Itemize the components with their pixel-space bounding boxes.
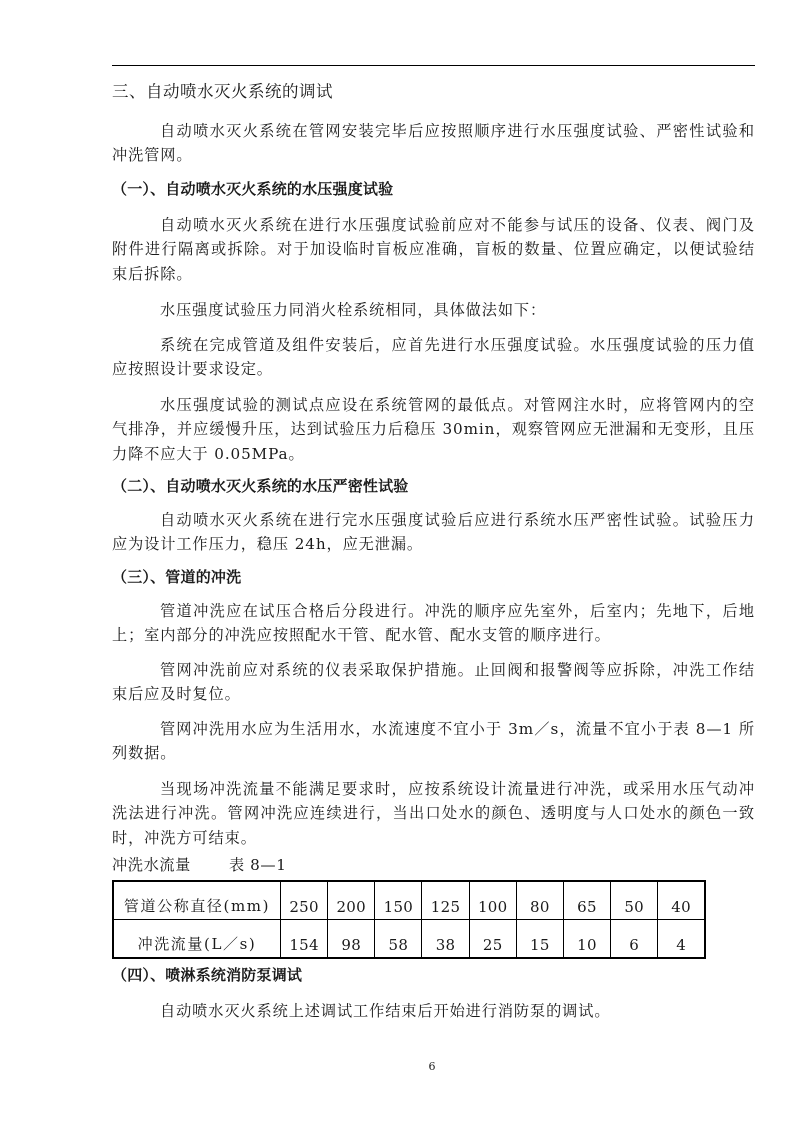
table-cell: 40 bbox=[658, 881, 705, 920]
table-cell: 250 bbox=[281, 881, 328, 920]
table-caption-name: 冲洗水流量 bbox=[112, 856, 191, 874]
paragraph: 管网冲洗用水应为生活用水，水流速度不宜小于 3m／s，流量不宜小于表 8—1 所列数据。 bbox=[112, 720, 755, 763]
paragraph: 系统在完成管道及组件安装后，应首先进行水压强度试验。水压强度试验的压力值应按照设计要求设定。 bbox=[112, 336, 755, 379]
row-label: 冲洗流量(L／s) bbox=[113, 920, 281, 959]
paragraph: 管道冲洗应在试压合格后分段进行。冲洗的顺序应先室外，后室内；先地下，后地上；室内部分的冲洗应按照配水干管、配水管、配水支管的顺序进行。 bbox=[112, 602, 755, 645]
heading-hydrostatic-strength-test: （一）、自动喷水灭火系统的水压强度试验 bbox=[112, 180, 394, 198]
row-label: 管道公称直径(mm) bbox=[113, 881, 281, 920]
table-cell: 6 bbox=[611, 920, 658, 959]
table-cell: 98 bbox=[328, 920, 375, 959]
table-row-flush-flow bbox=[113, 920, 705, 959]
heading-hydrostatic-tightness-test: （二）、自动喷水灭火系统的水压严密性试验 bbox=[112, 477, 409, 495]
table-cell: 58 bbox=[375, 920, 422, 959]
table-cell: 4 bbox=[658, 920, 705, 959]
table-caption bbox=[112, 854, 755, 876]
section-title: 三、自动喷水灭火系统的调试 bbox=[112, 82, 333, 101]
page-number: 6 bbox=[428, 1060, 436, 1073]
table-cell: 154 bbox=[281, 920, 328, 959]
table-cell: 10 bbox=[563, 920, 610, 959]
table-cell: 125 bbox=[422, 881, 469, 920]
table-cell: 25 bbox=[469, 920, 516, 959]
header-rule bbox=[112, 65, 755, 66]
heading-pipe-flushing: （三）、管道的冲洗 bbox=[112, 568, 242, 586]
paragraph: 水压强度试验压力同消火栓系统相同，具体做法如下： bbox=[160, 301, 547, 319]
table-cell: 15 bbox=[516, 920, 563, 959]
paragraph: 自动喷水灭火系统上述调试工作结束后开始进行消防泵的调试。 bbox=[160, 1002, 611, 1020]
paragraph: 水压强度试验的测试点应设在系统管网的最低点。对管网注水时，应将管网内的空气排净，并应缓慢升压，达到试验压力后稳压 30min，观察管网应无泄漏和无变形，且压力降不应大于 0.05MPa。 bbox=[112, 396, 755, 463]
flushing-flow-table bbox=[112, 880, 706, 959]
intro-paragraph: 自动喷水灭火系统在管网安装完毕后应按照顺序进行水压强度试验、严密性试验和冲洗管网。 bbox=[112, 122, 755, 165]
table-cell: 38 bbox=[422, 920, 469, 959]
heading-fire-pump-commissioning: （四）、喷淋系统消防泵调试 bbox=[112, 966, 303, 984]
table-cell: 150 bbox=[375, 881, 422, 920]
table-caption-number: 表 8—1 bbox=[228, 856, 287, 874]
table-cell: 200 bbox=[328, 881, 375, 920]
table-cell: 100 bbox=[469, 881, 516, 920]
paragraph: 当现场冲洗流量不能满足要求时，应按系统设计流量进行冲洗，或采用水压气动冲洗法进行冲洗。管网冲洗应连续进行，当出口处水的颜色、透明度与人口处水的颜色一致时，冲洗方可结束。 bbox=[112, 780, 755, 847]
table-cell: 65 bbox=[563, 881, 610, 920]
table-cell: 50 bbox=[611, 881, 658, 920]
paragraph: 管网冲洗前应对系统的仪表采取保护措施。止回阀和报警阀等应拆除，冲洗工作结束后应及时复位。 bbox=[112, 661, 755, 704]
paragraph: 自动喷水灭火系统在进行完水压强度试验后应进行系统水压严密性试验。试验压力应为设计工作压力，稳压 24h，应无泄漏。 bbox=[112, 511, 755, 554]
paragraph: 自动喷水灭火系统在进行水压强度试验前应对不能参与试压的设备、仪表、阀门及附件进行隔离或拆除。对于加设临时盲板应准确，盲板的数量、位置应确定，以便试验结束后拆除。 bbox=[112, 216, 755, 283]
table-row-nominal-diameter bbox=[113, 881, 705, 920]
table-cell: 80 bbox=[516, 881, 563, 920]
